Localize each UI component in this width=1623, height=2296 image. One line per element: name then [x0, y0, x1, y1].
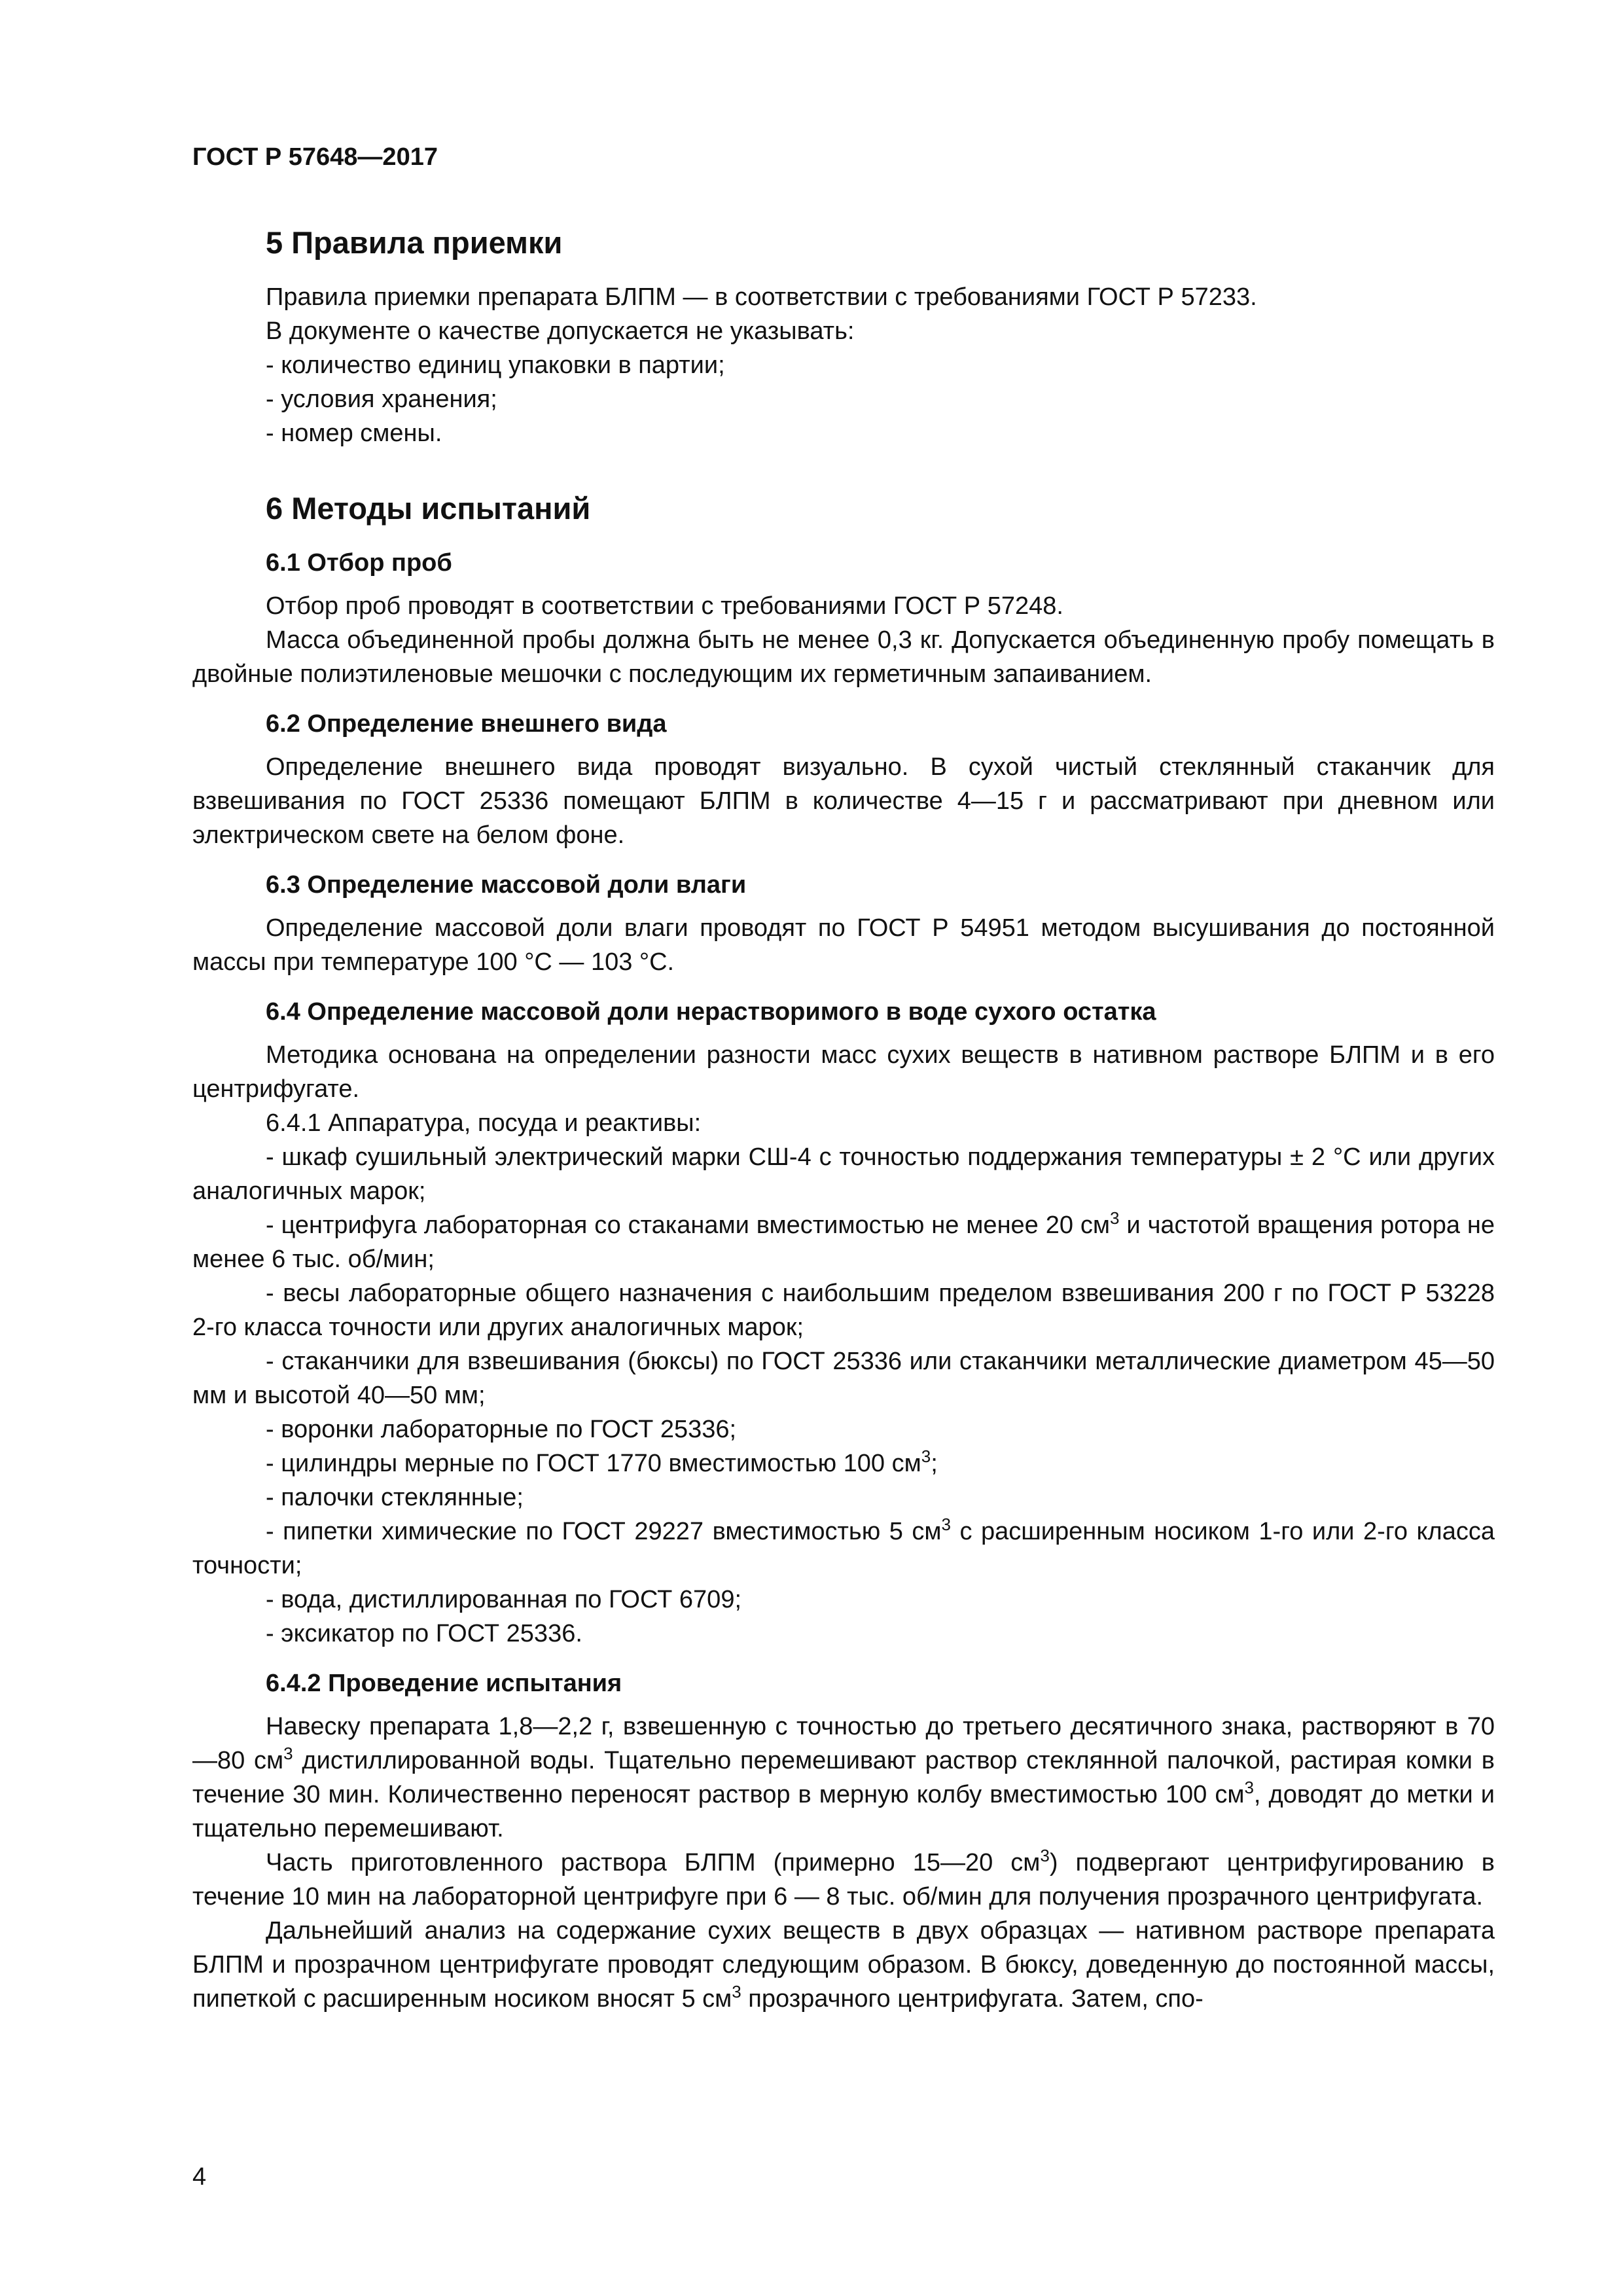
subsection-6-1-title: 6.1 Отбор проб [266, 549, 452, 577]
apparatus-item-4: - стаканчики для взвешивания (бюксы) по ГОСТ 25336 или стаканчики металлические диаметром 45—50 мм и высотой 40—50 мм; [192, 1348, 1495, 1409]
page-number: 4 [192, 2163, 207, 2191]
subsection-6-4-2-title: 6.4.2 Проведение испытания [266, 1670, 622, 1697]
document-code-header: ГОСТ Р 57648—2017 [192, 143, 438, 171]
apparatus-item-6-text: - цилиндры мерные по ГОСТ 1770 вместимостью 100 см [266, 1450, 921, 1477]
paragraph-1-superscript-2: 3 [1244, 1778, 1254, 1797]
section-5-title: 5 Правила приемки [266, 225, 563, 260]
subsection-6-2-paragraph-1: Определение внешнего вида проводят визуально. В сухой чистый стеклянный стаканчик для взвешивания по ГОСТ 25336 помещают БЛПМ в количестве 4—15 г и рассматривают при дневном или электрическом свете на белом фоне. [192, 753, 1495, 849]
subsection-6-4-title: 6.4 Определение массовой доли нерастворимого в воде сухого остатка [266, 998, 1156, 1026]
apparatus-item-7: - палочки стеклянные; [266, 1484, 524, 1511]
apparatus-item-2 [192, 1208, 1495, 1276]
subsection-6-1-paragraph-2: Масса объединенной пробы должна быть не менее 0,3 кг. Допускается объединенную пробу помещать в двойные полиэтиленовые мешочки с последующим их герметичным запаиванием. [192, 626, 1495, 688]
paragraph-3-text-b: прозрачного центрифугата. Затем, спо- [741, 1985, 1204, 2013]
apparatus-item-9: - вода, дистиллированная по ГОСТ 6709; [266, 1586, 742, 1613]
subsection-6-1-paragraph-1: Отбор проб проводят в соответствии с требованиями ГОСТ Р 57248. [266, 592, 1063, 620]
paragraph-2-text-b: ) подвергают центрифугированию в течение 10 мин на лабораторной центрифуге при 6 — 8 тыс. об/мин для получения прозрачного центрифугата. [192, 1849, 1495, 1910]
paragraph-3-superscript: 3 [732, 1982, 741, 2001]
subsection-6-3-title: 6.3 Определение массовой доли влаги [266, 871, 747, 899]
apparatus-item-8-text: - пипетки химические по ГОСТ 29227 вместимостью 5 см [266, 1518, 942, 1545]
paragraph-2-superscript: 3 [1040, 1846, 1050, 1865]
section-5-body [192, 280, 1495, 450]
section-5-line-5: - номер смены. [266, 420, 442, 447]
subsection-6-3-paragraph-1: Определение массовой доли влаги проводят по ГОСТ Р 54951 методом высушивания до постоянной массы при температуре 100 °С — 103 °С. [192, 914, 1495, 976]
section-5-line-3: - количество единиц упаковки в партии; [266, 351, 725, 379]
apparatus-item-6 [192, 1446, 1495, 1480]
apparatus-item-1: - шкаф сушильный электрический марки СШ-4 с точностью поддержания температуры ± 2 °С или других аналогичных марок; [192, 1143, 1495, 1205]
apparatus-item-2-superscript: 3 [1110, 1208, 1120, 1228]
apparatus-item-8-superscript: 3 [941, 1515, 951, 1534]
section-5-line-2: В документе о качестве допускается не указывать: [266, 317, 855, 345]
apparatus-item-5: - воронки лабораторные по ГОСТ 25336; [266, 1416, 737, 1443]
apparatus-item-3: - весы лабораторные общего назначения с наибольшим пределом взвешивания 200 г по ГОСТ Р 53228 2-го класса точности или других аналогичных марок; [192, 1280, 1495, 1341]
subsection-6-4-2-paragraph-2 [192, 1846, 1495, 1914]
subsection-6-4-1-heading: 6.4.1 Аппаратура, посуда и реактивы: [266, 1109, 702, 1137]
apparatus-item-6-superscript: 3 [921, 1446, 931, 1466]
document-page [192, 140, 1495, 2016]
paragraph-2-text-a: Часть приготовленного раствора БЛПМ (примерно 15—20 см [266, 1849, 1041, 1876]
apparatus-item-8-text-end: с расширенным носиком 1-го или 2-го класса точности; [192, 1518, 1495, 1579]
paragraph-3-text-a: Дальнейший анализ на содержание сухих веществ в двух образцах — нативном растворе препарата БЛПМ и прозрачном центрифугате проводят следующим образом. В бюксу, доведенную до постоянной массы, пипеткой с расширенным носиком вносят 5 см [192, 1917, 1495, 2013]
paragraph-1-text-a: Навеску препарата 1,8—2,2 г, взвешенную с точностью до третьего десятичного знака, растворяют в 70—80 см [192, 1713, 1495, 1774]
paragraph-1-text-c: , доводят до метки и тщательно перемешивают. [192, 1781, 1495, 1842]
apparatus-item-10: - эксикатор по ГОСТ 25336. [266, 1620, 582, 1647]
section-5-line-1: Правила приемки препарата БЛПМ — в соответствии с требованиями ГОСТ Р 57233. [266, 283, 1257, 311]
apparatus-item-2-text-end: и частотой вращения ротора не менее 6 тыс. об/мин; [192, 1211, 1495, 1273]
subsection-6-4-2-paragraph-3 [192, 1914, 1495, 2016]
apparatus-item-6-text-end: ; [931, 1450, 938, 1477]
section-6-title: 6 Методы испытаний [266, 491, 591, 526]
subsection-6-4-paragraph-1: Методика основана на определении разности масс сухих веществ в нативном растворе БЛПМ и в его центрифугате. [192, 1041, 1495, 1103]
subsection-6-2-title: 6.2 Определение внешнего вида [266, 710, 667, 738]
paragraph-1-text-b: дистиллированной воды. Тщательно перемешивают раствор стеклянной палочкой, растирая комки в течение 30 мин. Количественно переносят раствор в мерную колбу вместимостью 100 см [192, 1747, 1495, 1808]
apparatus-item-2-text: - центрифуга лабораторная со стаканами вместимостью не менее 20 см [266, 1211, 1111, 1239]
paragraph-1-superscript-1: 3 [283, 1744, 293, 1763]
subsection-6-4-2-paragraph-1 [192, 1710, 1495, 1846]
apparatus-item-8 [192, 1515, 1495, 1583]
section-5-line-4: - условия хранения; [266, 386, 497, 413]
